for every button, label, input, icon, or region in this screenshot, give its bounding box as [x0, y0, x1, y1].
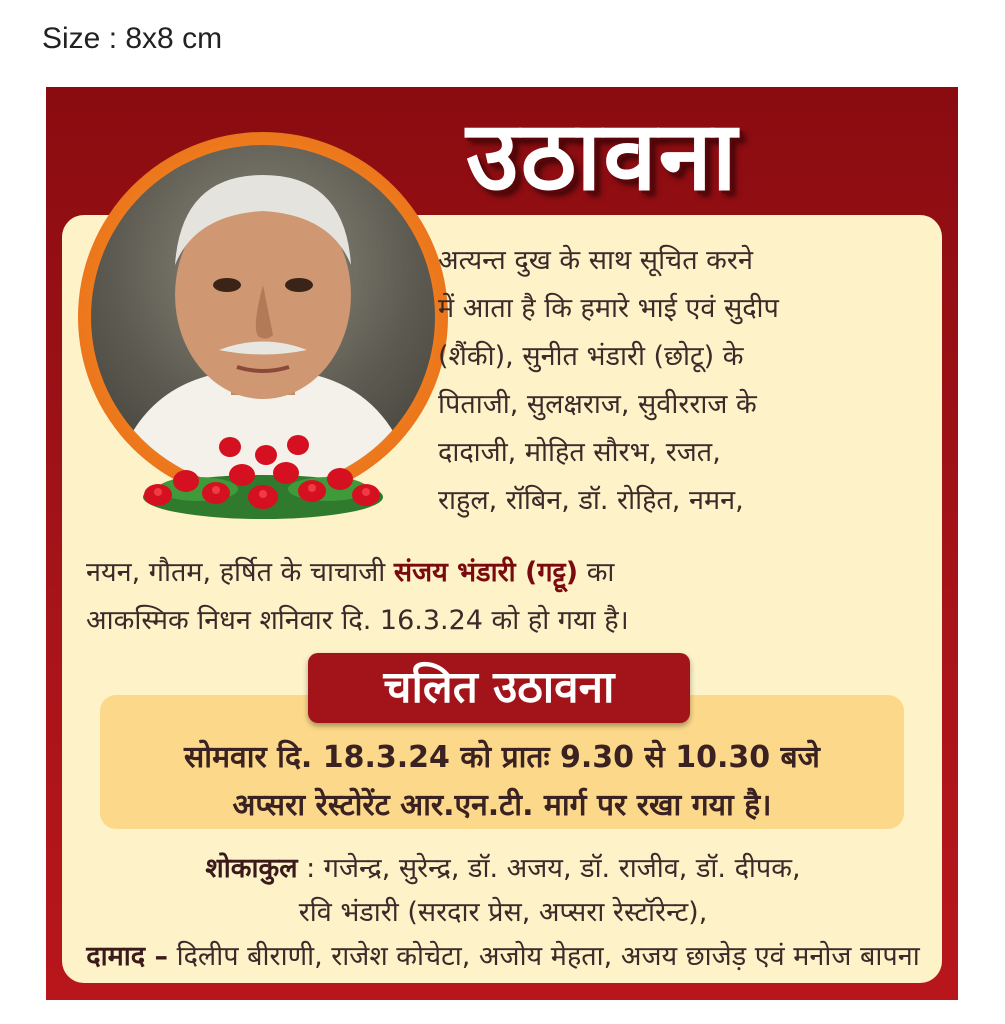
schedule-date-time: सोमवार दि. 18.3.24 को प्रातः 9.30 से 10.30 बजे — [184, 740, 820, 775]
paragraph-text: नयन, गौतम, हर्षित के चाचाजी — [86, 557, 394, 588]
event-badge: चलित उठावना — [308, 653, 690, 723]
paragraph-line — [86, 549, 926, 597]
obituary-paragraph-bottom — [86, 549, 926, 645]
rose-garland-icon — [138, 427, 388, 527]
size-label: Size : 8x8 cm — [42, 22, 223, 55]
paragraph-line: राहुल, रॉबिन, डॉ. रोहित, नमन, — [438, 485, 744, 516]
paragraph-line: दादाजी, मोहित सौरभ, रजत, — [438, 437, 721, 468]
paragraph-line: आकस्मिक निधन शनिवार दि. 16.3.24 को हो गया है। — [86, 605, 629, 636]
paragraph-line: (शैंकी), सुनीत भंडारी (छोटू) के — [438, 341, 744, 372]
schedule-venue: अप्सरा रेस्टोरेंट आर.एन.टी. मार्ग पर रखा गया है। — [232, 788, 772, 823]
paragraph-line: पिताजी, सुलक्षराज, सुवीरराज के — [438, 389, 757, 420]
son-in-law-line — [66, 935, 940, 979]
paragraph-text: का — [578, 557, 615, 588]
deceased-name: संजय भंडारी (गट्टू) — [393, 557, 579, 588]
son-in-law-label: दामाद – — [86, 941, 168, 972]
mourners-section — [66, 847, 940, 979]
paragraph-line: में आता है कि हमारे भाई एवं सुदीप — [438, 293, 779, 324]
obituary-paragraph-top — [438, 237, 924, 525]
son-in-law-names: दिलीप बीराणी, राजेश कोचेटा, अजोय मेहता, अजय छाजेड़ एवं मनोज बापना — [168, 941, 920, 972]
mourners-line — [66, 847, 940, 891]
paragraph-line: अत्यन्त दुख के साथ सूचित करने — [438, 245, 753, 276]
mourners-label: शोकाकुल — [205, 853, 298, 884]
ad-title: उठावना — [466, 100, 739, 212]
mourners-line: रवि भंडारी (सरदार प्रेस, अप्सरा रेस्टॉरेन्ट), — [298, 897, 708, 928]
mourners-names: : गजेन्द्र, सुरेन्द्र, डॉ. अजय, डॉ. राजीव, डॉ. दीपक, — [297, 853, 801, 884]
obituary-ad — [46, 87, 958, 1000]
